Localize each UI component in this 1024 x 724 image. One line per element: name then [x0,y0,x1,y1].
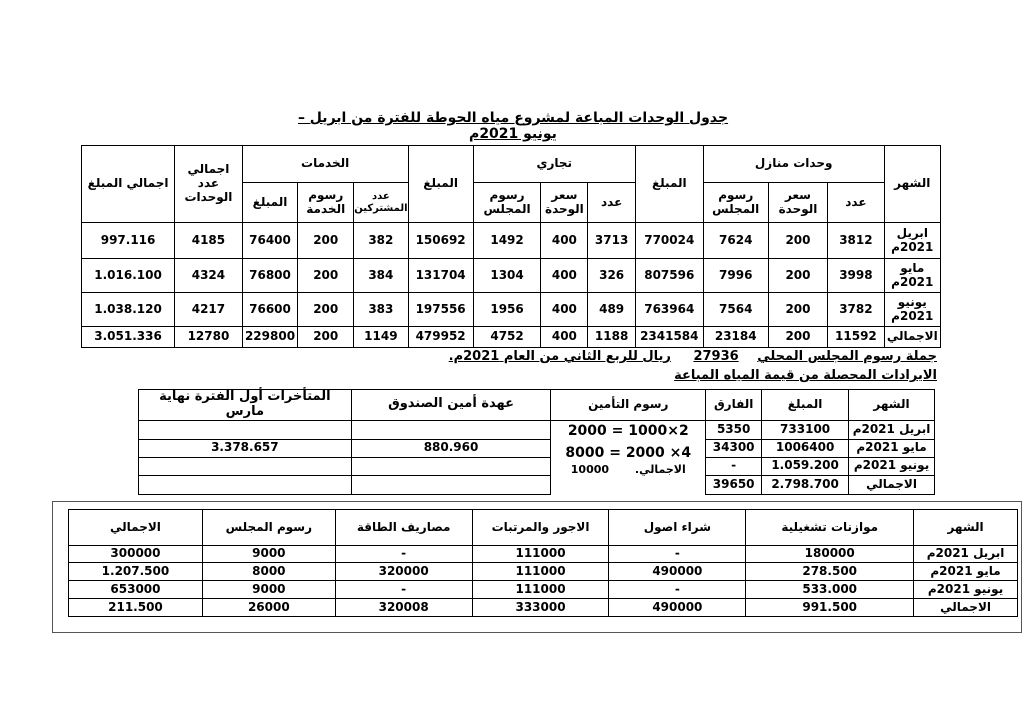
amount-cell: 1006400 [762,439,849,457]
header-service-fee: رسوم الخدمة [298,183,354,223]
budget-cell: 533.000 [746,581,914,599]
commercial-council-cell: 1304 [473,259,541,293]
total-units-cell: 4324 [175,259,243,293]
units-sold-table [81,145,941,348]
revenue-heading: الايرادات المحصلة من قيمة المياه المباعة [674,368,937,383]
total-cell: 211.500 [69,599,203,617]
homes-price-cell: 200 [768,223,828,259]
header-commercial-council: رسوم المجلس [473,183,541,223]
header-month: الشهر [849,390,935,421]
homes-council-cell: 7564 [703,293,768,327]
header-insurance: رسوم التأمين [551,390,706,421]
commercial-price-cell: 400 [541,259,588,293]
service-fee-cell: 200 [298,293,354,327]
commercial-amount-cell: 479952 [408,327,473,348]
header-homes: وحدات منازل [703,146,884,183]
table-row [139,457,935,475]
month-cell: مايو 2021م [884,259,940,293]
assets-cell: 490000 [609,599,746,617]
wages-cell: 333000 [472,599,609,617]
insurance-total-label: الاجمالي. [634,463,686,477]
table-row [82,223,941,259]
services-amount-cell: 76400 [242,223,297,259]
wages-cell: 111000 [472,563,609,581]
total-amount-cell: 1.016.100 [82,259,175,293]
header-council: رسوم المجلس [202,510,335,546]
table-row [82,293,941,327]
insurance-total-value: 10000 [570,463,610,477]
table-row [69,563,1018,581]
header-total: الاجمالي [69,510,203,546]
budget-cell: 991.500 [746,599,914,617]
commercial-price-cell: 400 [541,327,588,348]
header-services: الخدمات [242,146,408,183]
commercial-count-cell: 489 [588,293,635,327]
arrears-cell [139,420,352,439]
council-fees-value: 27936 [693,349,739,364]
homes-council-cell: 7624 [703,223,768,259]
table-row [82,259,941,293]
month-cell: الاجمالي [884,327,940,348]
header-total-units: اجمالي عدد الوحدات [175,146,243,223]
header-homes-count: عدد [828,183,884,223]
diff-cell: - [706,457,762,475]
total-cell: 653000 [69,581,203,599]
commercial-price-cell: 400 [541,293,588,327]
commercial-count-cell: 326 [588,259,635,293]
header-commercial-amount: المبلغ [408,146,473,223]
council-cell: 9000 [202,546,335,563]
custody-cell [351,457,551,475]
header-amount: المبلغ [762,390,849,421]
custody-cell [351,420,551,439]
header-energy: مصاريف الطاقة [335,510,472,546]
amount-cell: 733100 [762,420,849,439]
subscribers-cell: 383 [354,293,408,327]
month-cell: الاجمالي [914,599,1018,617]
arrears-cell [139,457,352,475]
energy-cell: 320008 [335,599,472,617]
service-fee-cell: 200 [298,223,354,259]
diff-cell: 34300 [706,439,762,457]
month-cell: مايو 2021م [849,439,935,457]
service-fee-cell: 200 [298,327,354,348]
total-amount-cell: 3.051.336 [82,327,175,348]
header-subscribers: عدد المشتركين [354,183,408,223]
commercial-amount-cell: 150692 [408,223,473,259]
table-total-row [69,599,1018,617]
insurance-total [551,464,705,477]
homes-price-cell: 200 [768,293,828,327]
energy-cell: - [335,546,472,563]
assets-cell: - [609,581,746,599]
insurance-line-2: 8000 = 2000 ×4 [565,444,692,461]
homes-amount-cell: 2341584 [635,327,703,348]
commercial-amount-cell: 197556 [408,293,473,327]
document-title: جدول الوحدات المباعة لمشروع مياه الحوطة للفترة من ابريل – يونيو 2021م [297,110,729,142]
council-fees-label: جملة رسوم المجلس المحلي [757,349,937,364]
council-fees-note [448,349,937,364]
homes-count-cell: 3782 [828,293,884,327]
month-cell: مايو 2021م [914,563,1018,581]
header-month: الشهر [884,146,940,223]
amount-cell: 1.059.200 [762,457,849,475]
energy-cell: 320000 [335,563,472,581]
table-row [69,546,1018,563]
month-cell: يونيو 2021م [884,293,940,327]
custody-cell [351,475,551,494]
commercial-council-cell: 1956 [473,293,541,327]
header-custody: عهدة أمين الصندوق [351,390,551,421]
header-assets: شراء اصول [609,510,746,546]
header-month: الشهر [914,510,1018,546]
total-cell: 1.207.500 [69,563,203,581]
homes-amount-cell: 763964 [635,293,703,327]
total-units-cell: 4217 [175,293,243,327]
council-fees-suffix: ريال للربع الثاني من العام 2021م. [448,349,671,364]
service-fee-cell: 200 [298,259,354,293]
subscribers-cell: 384 [354,259,408,293]
header-commercial-unit-price: سعر الوحدة [541,183,588,223]
month-cell: ابريل 2021م [849,420,935,439]
energy-cell: - [335,581,472,599]
council-cell: 26000 [202,599,335,617]
commercial-count-cell: 1188 [588,327,635,348]
total-units-cell: 12780 [175,327,243,348]
revenue-table [138,389,935,495]
month-cell: يونيو 2021م [914,581,1018,599]
header-wages: الاجور والمرتبات [472,510,609,546]
amount-cell: 2.798.700 [762,475,849,494]
table-total-row [139,475,935,494]
diff-cell: 39650 [706,475,762,494]
arrears-cell [139,475,352,494]
custody-value-cell: 880.960 [351,439,551,457]
subscribers-cell: 382 [354,223,408,259]
services-amount-cell: 229800 [242,327,297,348]
services-amount-cell: 76800 [242,259,297,293]
header-homes-council: رسوم المجلس [703,183,768,223]
budget-cell: 278.500 [746,563,914,581]
total-amount-cell: 1.038.120 [82,293,175,327]
wages-cell: 111000 [472,581,609,599]
homes-price-cell: 200 [768,327,828,348]
header-arrears: المتأخرات أول الفترة نهاية مارس [139,390,352,421]
total-cell: 300000 [69,546,203,563]
commercial-price-cell: 400 [541,223,588,259]
budget-cell: 180000 [746,546,914,563]
header-services-amount: المبلغ [242,183,297,223]
header-commercial-count: عدد [588,183,635,223]
month-cell: ابريل 2021م [914,546,1018,563]
homes-amount-cell: 807596 [635,259,703,293]
council-cell: 8000 [202,563,335,581]
table-row [69,581,1018,599]
insurance-cell [551,420,706,494]
insurance-line-1: 2000 = 1000×2 [567,422,689,439]
month-cell: يونيو 2021م [849,457,935,475]
arrears-value-cell: 3.378.657 [139,439,352,457]
header-homes-unit-price: سعر الوحدة [768,183,828,223]
assets-cell: 490000 [609,563,746,581]
header-total-amount: اجمالي المبلغ [82,146,175,223]
homes-council-cell: 7996 [703,259,768,293]
assets-cell: - [609,546,746,563]
homes-council-cell: 23184 [703,327,768,348]
homes-count-cell: 3812 [828,223,884,259]
header-homes-amount: المبلغ [635,146,703,223]
expenses-table [68,509,1018,617]
header-diff: الفارق [706,390,762,421]
services-amount-cell: 76600 [242,293,297,327]
homes-price-cell: 200 [768,259,828,293]
subscribers-cell: 1149 [354,327,408,348]
table-row [139,439,935,457]
header-budget: موازنات تشغيلية [746,510,914,546]
homes-count-cell: 3998 [828,259,884,293]
homes-count-cell: 11592 [828,327,884,348]
wages-cell: 111000 [472,546,609,563]
header-commercial: تجاري [473,146,635,183]
commercial-council-cell: 1492 [473,223,541,259]
diff-cell: 5350 [706,420,762,439]
council-cell: 9000 [202,581,335,599]
table-total-row [82,327,941,348]
homes-amount-cell: 770024 [635,223,703,259]
commercial-count-cell: 3713 [588,223,635,259]
month-cell: الاجمالي [849,475,935,494]
commercial-council-cell: 4752 [473,327,541,348]
total-amount-cell: 997.116 [82,223,175,259]
commercial-amount-cell: 131704 [408,259,473,293]
total-units-cell: 4185 [175,223,243,259]
table-row [139,420,935,439]
month-cell: ابريل 2021م [884,223,940,259]
